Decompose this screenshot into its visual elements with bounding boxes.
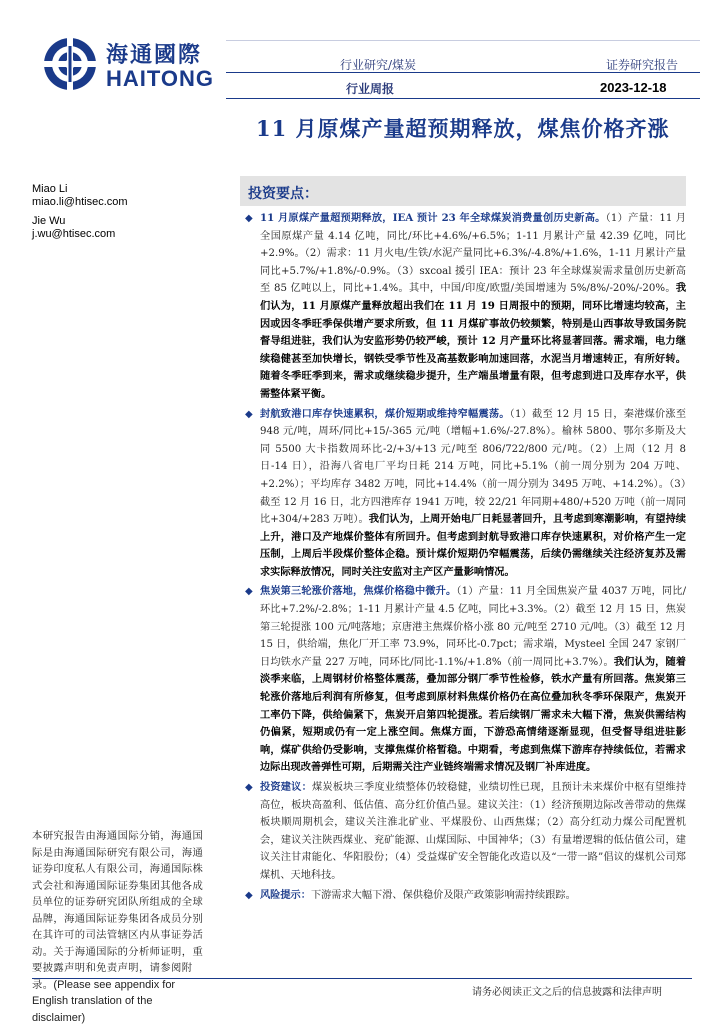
bullet-lead: 焦炭第三轮涨价落地，焦煤价格稳中微升。 (260, 585, 457, 598)
summary-bullet-risk (244, 887, 686, 905)
analyst-2 (32, 215, 115, 241)
header-rule-upper (226, 40, 700, 41)
summary-bullet-output (244, 210, 686, 404)
bullet-icon: ◆ (245, 782, 253, 793)
bullet-lead: 11 月原煤产量超预期释放，IEA 预计 23 年全球煤炭消费量创历史新高。 (260, 212, 606, 224)
bullet-view: 我们认为，上周开始电厂日耗显著回升，且考虑到寒潮影响，有望持续上升，港口及产地煤价整体有所回升。但考虑到封航导致港口库存快速累积，对价格产生一定压制，上周后半段煤价整体企稳。预计煤价短期仍窄幅震荡，后续仍需继续关注经济复苏及需求实际释放情况，同时关注安监对主产区产量影响情况。 (260, 513, 686, 578)
bullet-icon: ◆ (245, 889, 253, 901)
analyst-name: Jie Wu (32, 215, 66, 227)
bullet-icon: ◆ (245, 408, 253, 420)
logo-chinese-wordmark: 海通國際 (106, 43, 203, 68)
summary-body (244, 210, 686, 906)
bullet-text: 煤炭板块三季度业绩整体仍较稳健，业绩切性已现，且预计未来煤价中枢有望维持高位，板块高盈利、低估值、高分红价值凸显。建议关注：（1）经济预期边际改善带动的焦煤板块顺周期机会，建议关注淮北矿业、平煤股份、山西焦煤；（2）高分红动力煤公司配置机会，建议关注陕西煤业、兖矿能源、山煤国际、中国神华；（3）有量增逻辑的低估值公司，建议关注甘肃能化、华阳股份；（4）受益煤矿安全智能化改造以及“一带一路”倡议的煤机公司郑煤机、天地科技。 (260, 782, 687, 881)
report-type: 证券研究报告 (606, 58, 679, 72)
bullet-text: （1）产量：11 月全国原煤产量 4.14 亿吨，同比/环比+4.6%/+6.5%；1-11 月累计产量 42.39 亿吨，同比+2.9%。（2）需求：11 月火电/生铁/水泥产量同比+6.3%/-4.8%/+1.6%，1-11 月累计产量同比+5.7%/+1.8%/-0.9%。（3）sxcoal 援引 IEA：预计 23 年全球煤炭需求量创历史新高至 85 亿吨以上，同比+1.4%。其中，中国/印度/欧盟/美国增速为 5%/8%/-20%/-20%。 (260, 213, 686, 295)
summary-bullet-advice (244, 779, 686, 885)
analyst-name: Miao Li (32, 183, 68, 195)
bullet-text: （1）截至 12 月 15 日，秦港煤价涨至 948 元/吨，周环/同比+15/-365 元/吨（增幅+1.6%/-27.8%）。榆林 5800、鄂尔多斯及大同 5500 大卡指数周环比-2/+3/+13 元/吨至 806/722/800 元/吨。（2）上周（12 月 8 日-14 日），沿海八省电厂平均日耗 214 万吨，同比+5.1%（前一周分别为 204 万吨、+2.2%）；平均库存 3482 万吨，同比+14.4%（前一周分别为 3495 万吨、+14.2%）。（3）截至 12 月 16 日，北方四港库存 1941 万吨，较 22/21 年同期+480/+520 万吨（前一周同比+304/+283 万吨）。 (260, 408, 687, 526)
bullet-text: （1）产量：11 月全国焦炭产量 4037 万吨，同比/环比+7.2%/-2.8%；1-11 月累计产量 4.5 亿吨，同比+3.3%。（2）截至 12 月 15 日，焦炭第三轮提涨 100 元/吨落地；京唐港主焦煤价格小涨 80 元/吨至 2710 元/吨。（3）截至 12 月 15 日，供给端，焦化厂开工率 73.9%，同环比-0.7pct；需求端，Mysteel 全国 247 家钢厂日均铁水产量 227 万吨，同环比/同比-1.1%/+1.8%（前一周同比+3.7%）。 (260, 586, 687, 668)
summary-bullet-coke (244, 583, 686, 777)
bullet-text: 下游需求大幅下滑、保供稳价及限产政策影响需持续跟踪。 (310, 889, 576, 901)
summary-heading: 投资要点： (248, 186, 318, 202)
report-category: 行业研究/煤炭 (340, 58, 417, 72)
bullet-view: 我们认为，11 月原煤产量释放超出我们在 11 月 19 日周报中的预期，同环比增速均较高，主因或因冬季旺季保供增产要求所致，但 11 月煤矿事故仍较频繁，特别是山西事故导致国务院督导组进驻，我们认为安监形势仍较严峻，预计 12 月产量环比将显著回落。需求端，电力继续稳健甚至加快增长，钢铁受季节性及高基数影响加速回落，水泥当月增速转正，有所好转。随着冬季旺季到来，需求或继续稳步提升，生产端虽增量有限，但考虑到进口及库存水平，供需整体紧平衡。 (260, 282, 686, 400)
footer-notice: 请务必阅读正文之后的信息披露和法律声明 (472, 987, 662, 998)
header-rule-bottom (226, 98, 700, 99)
analyst-email[interactable]: j.wu@htisec.com (32, 228, 116, 240)
bullet-lead: 风险提示： (260, 888, 311, 901)
analyst-email[interactable]: miao.li@htisec.com (32, 196, 128, 208)
disclaimer-cn: 本研究报告由海通国际分销，海通国际是由海通国际研究有限公司，海通证券印度私人有限公司，海通国际株式会社和海通国际证券集团其他各成员单位的证券研究团队所组成的全球品牌，海通国际证券集团各成员分别在其许可的司法管辖区内从事证券活动。关于海通国际的分析师证明，重要披露声明和免责声明，请参阅附录。 (32, 830, 204, 991)
page-title: 11 月原煤产量超预期释放，煤焦价格齐涨 (256, 116, 670, 141)
disclaimer-en: (Please see appendix for English translation of the disclaimer) (32, 978, 176, 1024)
report-kind: 行业周报 (346, 82, 395, 96)
disclaimer (32, 828, 208, 1026)
bullet-view: 我们认为，随着淡季来临，上周钢材价格整体震荡，叠加部分钢厂季节性检修，铁水产量有所回落。焦炭第三轮涨价落地后利润有所修复，但考虑到原材料焦煤价格仍在高位叠加秋冬季环保限产，焦炭开工率仍下降，供给偏紧下，焦炭开启第四轮提涨。若后续钢厂需求未大幅下滑，焦炭供需结构仍偏紧，短期或仍有一定上涨空间。焦煤方面，下游恐高情绪逐渐显现，但受督导组进驻影响，煤矿供给仍受影响，支撑焦煤价格暂稳。中期看，考虑到焦煤下游库存持续低位，若需求边际出现改善弹性可期，后期需关注产业链终端需求情况及钢厂补库进度。 (260, 655, 687, 774)
bullet-icon: ◆ (245, 213, 253, 224)
analyst-1 (32, 183, 128, 209)
report-date: 2023-12-18 (600, 80, 667, 95)
summary-bullet-price (244, 406, 686, 582)
logo-english-wordmark: HAITONG (106, 66, 215, 91)
bullet-lead: 投资建议： (260, 781, 312, 793)
bullet-icon: ◆ (245, 586, 253, 598)
haitong-logo-icon (42, 36, 98, 92)
footer-rule (32, 978, 692, 979)
bullet-lead: 封航致港口库存快速累积，煤价短期或维持窄幅震荡。 (260, 407, 510, 420)
